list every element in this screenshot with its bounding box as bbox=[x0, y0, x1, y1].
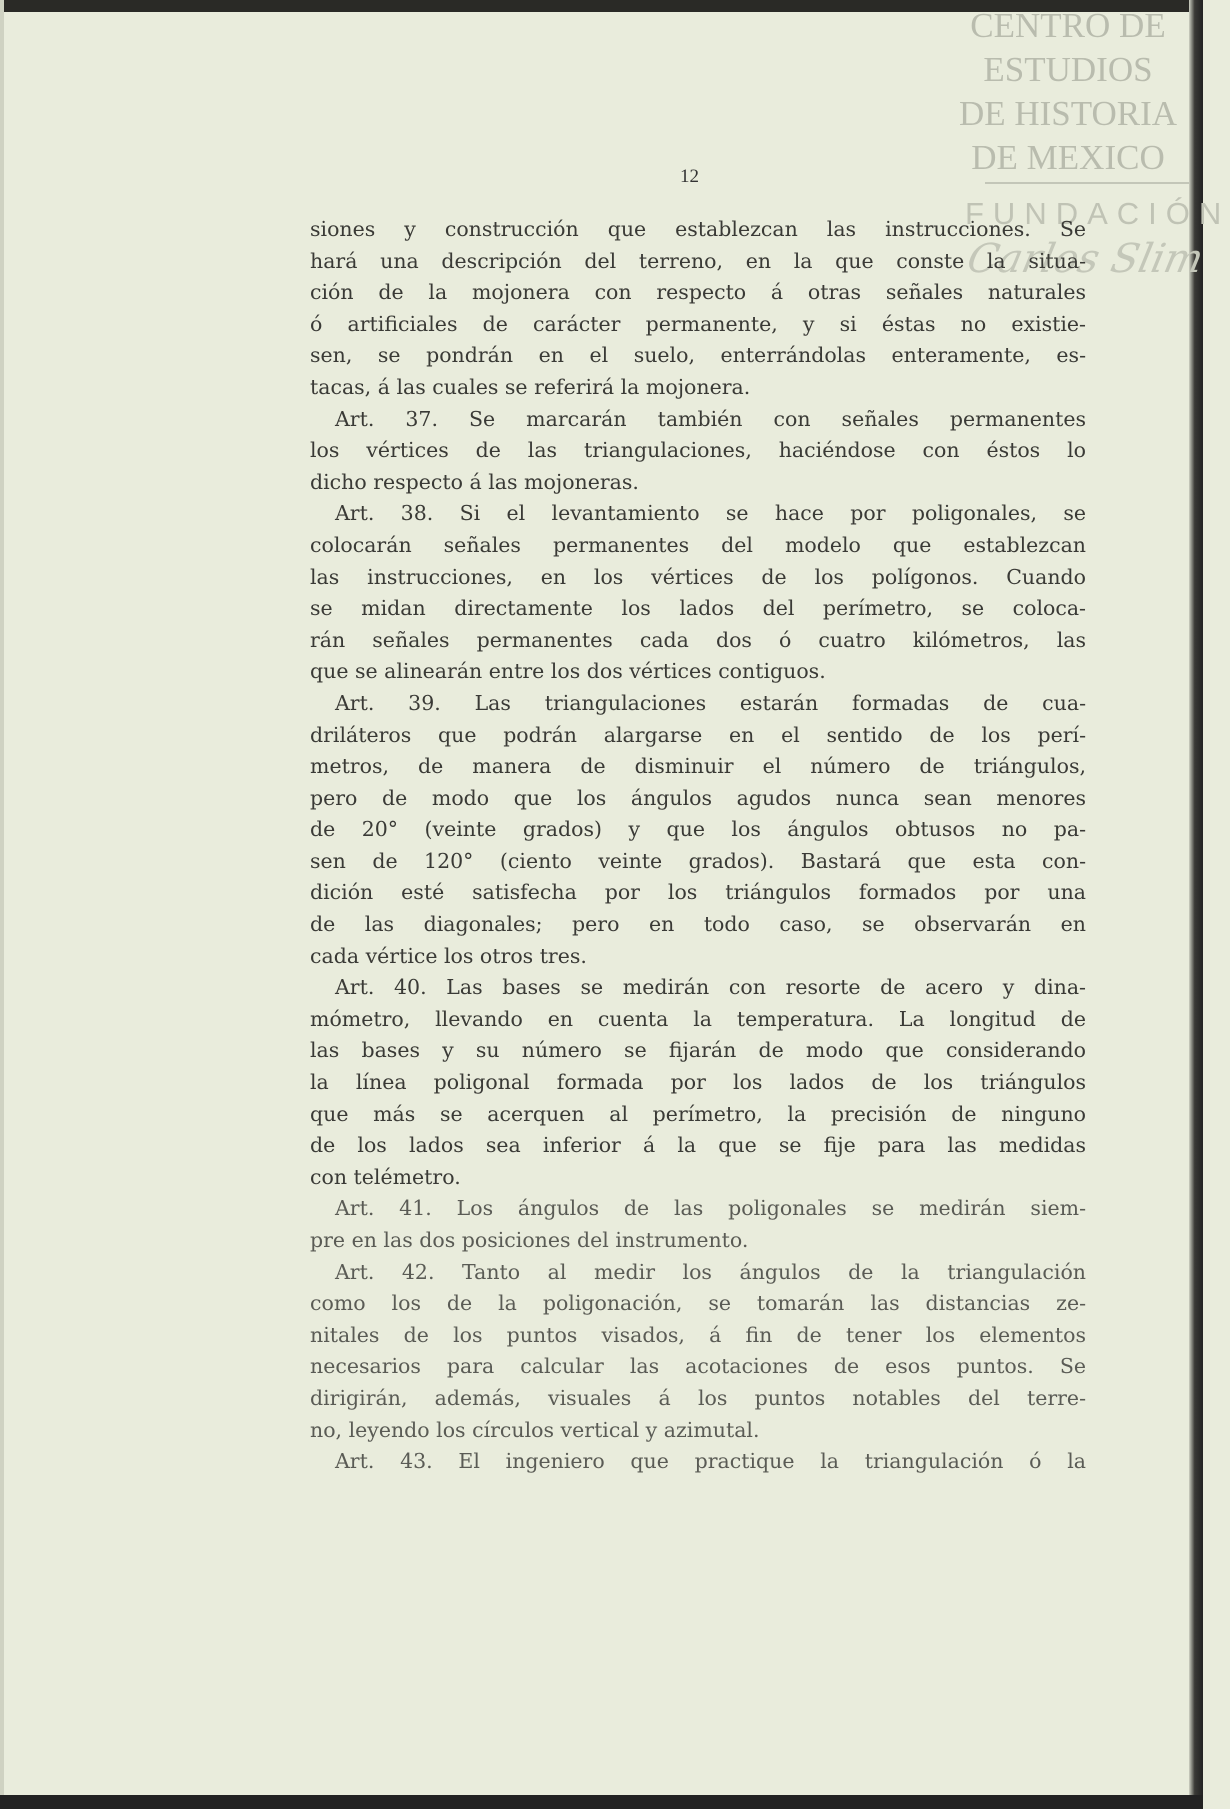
text-line: que más se acerquen al perímetro, la precisión de ninguno bbox=[310, 1101, 1086, 1126]
text-line: no, leyendo los círculos vertical y azimutal. bbox=[310, 1417, 760, 1442]
text-line: siones y construcción que establezcan las instrucciones. Se bbox=[310, 217, 1086, 241]
text-line: Art. 38. Si el levantamiento se hace por poligonales, se bbox=[335, 501, 1086, 526]
text-line: dicho respecto á las mojoneras. bbox=[310, 469, 639, 494]
watermark-foundation: FUNDACIÓN bbox=[965, 196, 1230, 231]
watermark-signature: Carlos Slim bbox=[963, 236, 1208, 282]
text-line: con telémetro. bbox=[310, 1164, 461, 1189]
text-line: colocarán señales permanentes del modelo que establezcan bbox=[310, 532, 1086, 557]
scan-border-left bbox=[0, 0, 4, 1809]
text-line: Art. 39. Las triangulaciones estarán formadas de cua- bbox=[335, 690, 1086, 715]
text-line: tacas, á las cuales se referirá la mojonera. bbox=[310, 374, 751, 399]
text-line: driláteros que podrán alargarse en el sentido de los perí- bbox=[310, 722, 1086, 747]
text-line: los vértices de las triangulaciones, haciéndose con éstos lo bbox=[310, 438, 1086, 463]
body-text bbox=[310, 214, 1086, 1478]
text-line: de los lados sea inferior á la que se fije para las medidas bbox=[310, 1133, 1086, 1158]
scan-border-bottom bbox=[0, 1795, 1203, 1809]
watermark-divider bbox=[985, 182, 1189, 184]
text-line: las bases y su número se fijarán de modo que considerando bbox=[310, 1038, 1086, 1063]
text-line: dición esté satisfecha por los triángulos formados por una bbox=[310, 880, 1086, 905]
text-line: necesarios para calcular las acotaciones de esos puntos. Se bbox=[310, 1354, 1086, 1379]
text-line: mómetro, llevando en cuenta la temperatura. La longitud de bbox=[310, 1006, 1086, 1031]
text-line: ción de la mojonera con respecto á otras señales naturales bbox=[310, 280, 1086, 305]
page-number: 12 bbox=[680, 166, 699, 187]
text-line: sen, se pondrán en el suelo, enterrándolas enteramente, es- bbox=[310, 343, 1086, 368]
text-line: la línea poligonal formada por los lados de los triángulos bbox=[310, 1070, 1086, 1095]
text-line: de las diagonales; pero en todo caso, se observarán en bbox=[310, 912, 1086, 937]
text-line: Art. 43. El ingeniero que practique la triangulación ó la bbox=[335, 1449, 1086, 1474]
text-line: como los de la poligonación, se tomarán las distancias ze- bbox=[310, 1291, 1086, 1316]
text-line: rán señales permanentes cada dos ó cuatro kilómetros, las bbox=[310, 627, 1086, 652]
text-line: Art. 41. Los ángulos de las poligonales se medirán siem- bbox=[335, 1196, 1086, 1221]
text-line: que se alinearán entre los dos vértices contiguos. bbox=[310, 659, 826, 684]
watermark-line: CENTRO DE bbox=[970, 6, 1166, 45]
text-line: Art. 40. Las bases se medirán con resorte de acero y dina- bbox=[335, 975, 1086, 1000]
text-line: pre en las dos posiciones del instrumento. bbox=[310, 1228, 749, 1252]
text-line: hará una descripción del terreno, en la que conste la situa- bbox=[310, 248, 1086, 273]
text-line: se midan directamente los lados del perímetro, se coloca- bbox=[310, 596, 1086, 621]
text-line: ó artificiales de carácter permanente, y si éstas no existie- bbox=[310, 311, 1086, 336]
text-line: dirigirán, además, visuales á los puntos notables del terre- bbox=[310, 1385, 1086, 1410]
text-line: pero de modo que los ángulos agudos nunca sean menores bbox=[310, 785, 1086, 810]
text-line: nitales de los puntos visados, á fin de tener los elementos bbox=[310, 1322, 1086, 1347]
text-line: de 20° (veinte grados) y que los ángulos obtusos no pa- bbox=[310, 817, 1086, 842]
text-line: Art. 42. Tanto al medir los ángulos de la triangulación bbox=[335, 1259, 1086, 1284]
text-line: metros, de manera de disminuir el número de triángulos, bbox=[310, 754, 1086, 779]
watermark-line: DE HISTORIA bbox=[958, 94, 1178, 133]
watermark-line: DE MEXICO bbox=[971, 138, 1165, 177]
text-line: Art. 37. Se marcarán también con señales permanentes bbox=[335, 406, 1086, 431]
text-line: las instrucciones, en los vértices de los polígonos. Cuando bbox=[310, 564, 1086, 589]
text-line: sen de 120° (ciento veinte grados). Bastará que esta con- bbox=[310, 848, 1086, 873]
watermark-line: ESTUDIOS bbox=[983, 50, 1153, 89]
text-line: cada vértice los otros tres. bbox=[310, 943, 587, 968]
